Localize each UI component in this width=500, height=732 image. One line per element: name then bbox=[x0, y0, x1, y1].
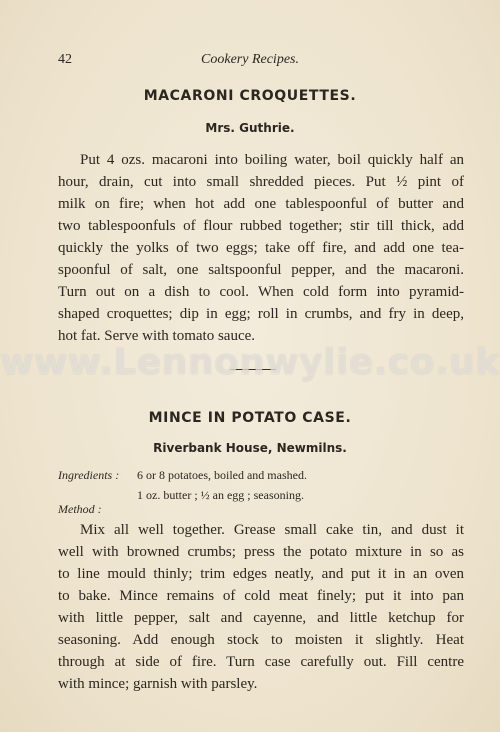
ingredients-list bbox=[137, 465, 307, 505]
text-line: Turn out on a dish to cool. When cold form into pyramid- bbox=[58, 284, 464, 300]
text-line: Mix all well together. Grease small cake tin, and dust it bbox=[80, 522, 464, 538]
text-line: hour, drain, cut into small shredded pieces. Put ½ pint of bbox=[58, 174, 464, 190]
text-line: to bake. Mince remains of cold meat finely; put it into pan bbox=[58, 588, 464, 604]
method-instructions bbox=[58, 519, 464, 695]
text-line: with mince; garnish with parsley. bbox=[58, 676, 258, 692]
method-label: Method : bbox=[58, 502, 102, 516]
text-line: hot fat. Serve with tomato sauce. bbox=[58, 328, 256, 344]
watermark: www.Lennonwylie.co.uk bbox=[0, 342, 500, 383]
ingredient-item: 6 or 8 potatoes, boiled and mashed. bbox=[137, 468, 307, 482]
text-line: with little pepper, salt and cayenne, and little ketchup for bbox=[58, 610, 464, 626]
recipe-contributor: Riverbank House, Newmilns. bbox=[153, 441, 347, 455]
text-line: spoonful of salt, one saltspoonful pepper, and the macaroni. bbox=[58, 262, 464, 278]
text-line: shaped croquettes; dip in egg; roll in crumbs, and fry in deep, bbox=[58, 306, 464, 322]
text-line: quickly the yolks of two eggs; take off fire, and add one tea- bbox=[58, 240, 464, 256]
text-line: well with browned crumbs; press the potato mixture in so as bbox=[58, 544, 464, 560]
page-number: 42 bbox=[58, 52, 72, 67]
ingredient-item: 1 oz. butter ; ½ an egg ; seasoning. bbox=[137, 488, 304, 502]
recipe-title-macaroni-croquettes: MACARONI CROQUETTES. bbox=[143, 88, 357, 104]
text-line: milk on fire; when hot add one tablespoonful of butter and bbox=[58, 196, 464, 212]
recipe-contributor: Mrs. Guthrie. bbox=[205, 121, 295, 135]
recipe-instructions bbox=[58, 149, 464, 347]
text-line: Put 4 ozs. macaroni into boiling water, boil quickly half an bbox=[80, 152, 464, 168]
text-line: through at side of fire. Turn case carefully out. Fill centre bbox=[58, 654, 464, 670]
text-line: two tablespoonfuls of flour rubbed together; stir till thick, add bbox=[58, 218, 464, 234]
running-head bbox=[58, 52, 442, 70]
ingredients-label: Ingredients : bbox=[58, 468, 120, 482]
recipe-title-mince-in-potato-case: MINCE IN POTATO CASE. bbox=[148, 410, 352, 426]
book-title: Cookery Recipes. bbox=[201, 52, 299, 67]
text-line: to line mould thinly; trim edges neatly, and put it in an oven bbox=[58, 566, 464, 582]
text-line: seasoning. Add enough stock to moisten it slightly. Heat bbox=[58, 632, 464, 648]
